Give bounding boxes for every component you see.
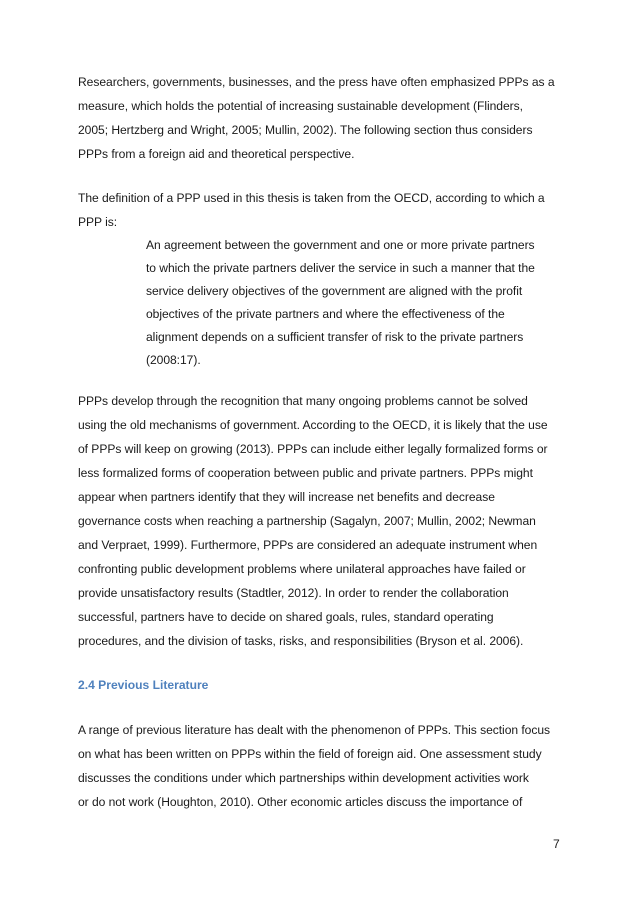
paragraph-3-line: less formalized forms of cooperation between public and private partners. PPPs might (78, 466, 533, 480)
paragraph-3-line: of PPPs will keep on growing (2013). PPPs can include either legally formalized forms or (78, 442, 548, 456)
paragraph-3-line: PPPs develop through the recognition that many ongoing problems cannot be solved (78, 394, 528, 408)
paragraph-3-line: provide unsatisfactory results (Stadtler, 2012). In order to render the collaboration (78, 586, 509, 600)
paragraph-3-line: successful, partners have to decide on shared goals, rules, standard operating (78, 610, 494, 624)
paragraph-4-line: on what has been written on PPPs within the field of foreign aid. One assessment study (78, 747, 542, 761)
block-quote-line: An agreement between the government and one or more private partners (146, 238, 535, 252)
paragraph-2-line: PPP is: (78, 215, 118, 229)
paragraph-1-line: Researchers, governments, businesses, and the press have often emphasized PPPs as a (78, 75, 555, 89)
block-quote-line: objectives of the private partners and where the effectiveness of the (146, 307, 505, 321)
paragraph-1-line: measure, which holds the potential of increasing sustainable development (Flinders, (78, 99, 523, 113)
paragraph-1-line: PPPs from a foreign aid and theoretical perspective. (78, 147, 355, 161)
block-quote-line: (2008:17). (146, 353, 201, 367)
section-heading: 2.4 Previous Literature (78, 678, 209, 692)
paragraph-3-line: governance costs when reaching a partnership (Sagalyn, 2007; Mullin, 2002; Newman (78, 514, 536, 528)
block-quote-line: to which the private partners deliver the service in such a manner that the (146, 261, 535, 275)
paragraph-4-line: A range of previous literature has dealt with the phenomenon of PPPs. This section focus (78, 723, 551, 737)
paragraph-3-line: and Verpraet, 1999). Furthermore, PPPs are considered an adequate instrument when (78, 538, 538, 552)
paragraph-4-line: or do not work (Houghton, 2010). Other economic articles discuss the importance of (78, 795, 523, 809)
paragraph-3-line: procedures, and the division of tasks, risks, and responsibilities (Bryson et al. 2006). (78, 634, 524, 648)
paragraph-4-line: discusses the conditions under which partnerships within development activities work (78, 771, 529, 785)
block-quote-line: service delivery objectives of the government are aligned with the profit (146, 284, 523, 298)
page-number: 7 (553, 837, 560, 851)
block-quote-line: alignment depends on a sufficient transfer of risk to the private partners (146, 330, 524, 344)
paragraph-3-line: appear when partners identify that they will increase net benefits and decrease (78, 490, 495, 504)
paragraph-2-line: The definition of a PPP used in this thesis is taken from the OECD, according to which a (78, 191, 545, 205)
paragraph-3-line: using the old mechanisms of government. According to the OECD, it is likely that the use (78, 418, 548, 432)
paragraph-1-line: 2005; Hertzberg and Wright, 2005; Mullin, 2002). The following section thus considers (78, 123, 533, 137)
paragraph-3-line: confronting public development problems where unilateral approaches have failed or (78, 562, 526, 576)
